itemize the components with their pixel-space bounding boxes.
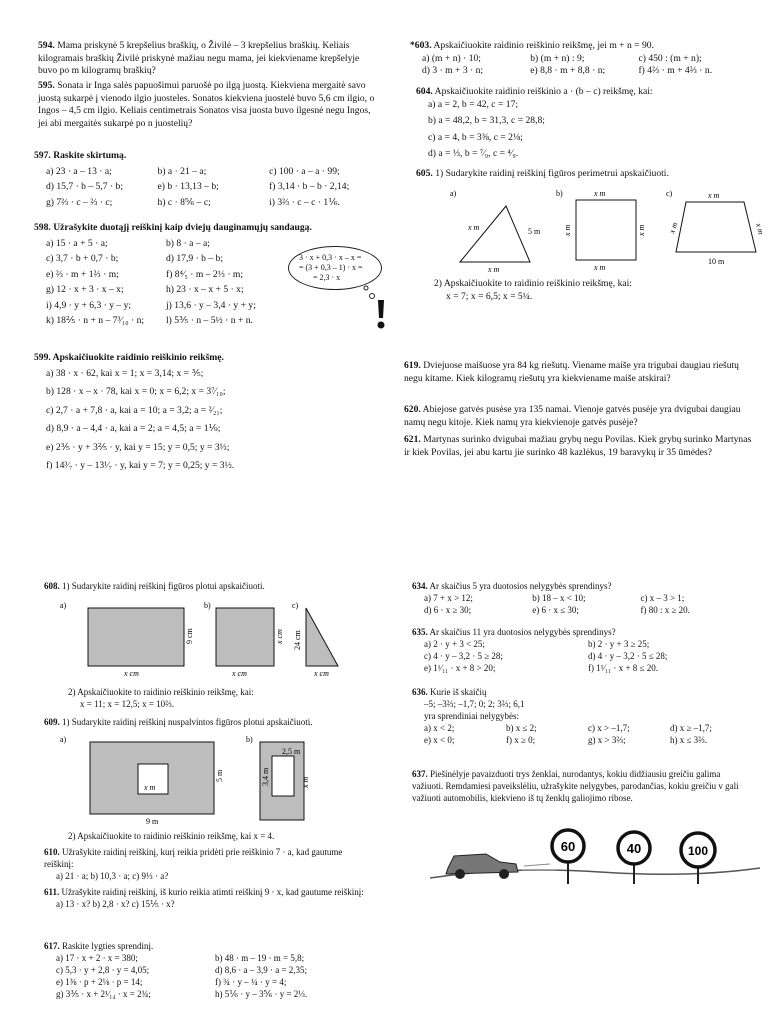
task-item: d) 17,9 · b – b; — [166, 253, 224, 264]
side-label: 9 m — [146, 817, 159, 826]
task-item: i) 3⅔ · c – c · 1⅙. — [269, 196, 340, 208]
side-label: x m — [488, 265, 500, 274]
part2-text: 2) Apskaičiuokite to raidinio reiškinio reikšmę, kai: — [434, 278, 632, 289]
task-item: c) 2,7 · a + 7,8 · a, kai a = 10; a = 3,2; a = ²⁄₂₁; — [46, 404, 223, 416]
task-item: h) c · 8⅚ – c; — [157, 196, 211, 208]
task-item: b) 8 · a – a; — [166, 237, 210, 249]
task-item: b) a = 48,2, b = 31,3, c = 28,8; — [428, 115, 545, 126]
task-item: k) 18⅖ · n + n – 7³⁄₁₀ · n; — [46, 315, 145, 326]
trapezoid-figure — [676, 202, 756, 252]
exercise-text: Mama priskynė 5 krepšelius braškių, o Živilė – 3 krepšelius braškių. Keliais kilogramais braškių Živilė priskynė mažiau negu mama, jei kiekviename krepšelyje buvo po m kilogramų braškių? — [38, 40, 360, 76]
exercise-609-part2: 2) Apskaičiuokite to raidinio reiškinio reikšmę, kai x = 4. — [68, 831, 275, 841]
exercise-text: Abiejose gatvės pusėse yra 135 namai. Vienoje gatvės pusėje yra dvigubai daugiau namų negu kitoje. Kiek namų yra kiekvienoje gatvės pusėje? — [404, 404, 741, 428]
right-triangle-figure — [306, 608, 338, 666]
exercise-title: Apskaičiuokite raidinio reiškinio a · (b – c) reikšmę, kai: — [434, 86, 653, 97]
exercise-621 — [404, 434, 754, 459]
task-item: b) 48 · m – 19 · m = 5,8; — [215, 953, 305, 963]
figure-label-b: b) — [246, 735, 253, 744]
exercise-number: 608. — [44, 581, 60, 591]
exercise-620 — [404, 404, 754, 429]
speed-limit-label: 60 — [560, 839, 576, 854]
task-item: e) 1⅜ · p + 2⅛ · p = 14; — [56, 977, 143, 987]
triangle-figure — [460, 206, 530, 262]
exercise-597 — [34, 150, 384, 212]
exercise-title: 1) Sudarykite raidinį reiškinį figūros plotui apskaičiuoti. — [62, 581, 265, 591]
side-label: x cm — [314, 669, 329, 678]
task-item: a) 23 · a – 13 · a; — [46, 165, 112, 177]
exercise-number: 617. — [44, 941, 60, 951]
task-item: g) x > 3⅔; — [588, 735, 626, 745]
task-item: f) ¾ · y – ¼ · y = 4; — [215, 977, 287, 987]
exercise-number: 598. — [34, 222, 51, 233]
part2-text: 2) Apskaičiuokite to raidinio reiškinio reikšmę, kai: — [68, 687, 254, 697]
side-label: 5 m — [528, 227, 541, 236]
task-item: d) 3 · m + 3 · n; — [422, 65, 484, 76]
side-label: x m — [754, 222, 766, 236]
figure-label-b: b) — [204, 601, 211, 610]
side-label: 10 m — [708, 257, 725, 266]
figure-label-c: c) — [666, 189, 673, 198]
exercise-635 — [412, 626, 752, 674]
task-item: c) 100 · a – a · 99; — [269, 165, 340, 177]
exercise-number: 605. — [416, 168, 433, 179]
exercise-605-part2 — [434, 278, 754, 303]
exercise-title: 1) Sudarykite raidinį reiškinį nuspalvintos figūros plotui apskaičiuoti. — [62, 717, 313, 727]
exercise-text: Dviejuose maišuose yra 84 kg riešutų. Viename maiše yra trigubai daugiau riešutų negu kitame. Kiek kilogramų riešutų yra kiekviename maiše atskirai? — [404, 360, 739, 384]
side-label: 3,4 m — [261, 767, 270, 786]
side-label: 5 m — [215, 769, 224, 782]
task-item: a) 15 · a + 5 · a; — [46, 237, 108, 249]
exercise-603 — [410, 40, 750, 78]
exercise-title: Apskaičiuokite raidinio reiškinio reikšmę, jei m + n = 90. — [433, 40, 654, 51]
exercise-609 — [44, 716, 374, 728]
side-label: 2,5 m — [282, 747, 301, 756]
exercise-text: Martynas surinko dvigubai mažiau grybų negu Povilas. Kiek grybų surinko Martynas ir kiek Povilas, jei abu kartu jie surinko 48 kazlėkus, 19 baravykų ir 35 ūmėdes? — [404, 434, 752, 458]
figure-label-b: b) — [556, 189, 563, 198]
task-item: j) 13,6 · y – 3,4 · y + y; — [166, 299, 256, 311]
shaded-area-figures — [60, 732, 360, 824]
exercise-608-part2 — [68, 686, 368, 710]
square-figure — [216, 608, 274, 666]
bubble-line: 3 · x + 0,3 · x – x = — [299, 253, 362, 262]
task-item: e) b · 13,13 – b; — [157, 181, 219, 192]
exercise-title: Ar skaičius 11 yra duotosios nelygybės sprendinys? — [429, 627, 616, 637]
side-label: x m — [468, 223, 480, 232]
exclamation-figure-icon — [360, 282, 390, 332]
bubble-line: = 2,3 · x — [313, 273, 341, 282]
side-label: x m — [594, 263, 606, 272]
task-item: b) 18 – x < 10; — [532, 593, 586, 603]
exercise-number: 619. — [404, 360, 421, 371]
task-item: f) x ≥ 0; — [506, 735, 536, 745]
task-item: d) 6 · x ≥ 30; — [424, 605, 472, 615]
exercise-number: 604. — [416, 86, 433, 97]
task-item: f) 8⁴⁄₅ · m – 2⅓ · m; — [166, 268, 244, 280]
task-item: b) (m + n) : 9; — [530, 52, 585, 64]
perimeter-figures — [440, 186, 766, 274]
task-item: c) 450 : (m + n); — [638, 52, 702, 64]
side-label: x m — [301, 776, 310, 788]
side-label: x m — [144, 783, 156, 792]
task-item: a) 38 · x · 62, kai x = 1; x = 3,14; x = ⅗; — [46, 367, 204, 379]
speed-limit-label: 40 — [626, 841, 642, 856]
part2-values: x = 7; x = 6,5; x = 5¼. — [446, 290, 533, 302]
task-item: g) 12 · x + 3 · x – x; — [46, 284, 124, 295]
exercise-610 — [44, 846, 374, 882]
task-item: a) a = 2, b = 42, c = 17; — [428, 98, 519, 110]
task-item: i) 4,9 · y + 6,3 · y – y; — [46, 299, 132, 311]
task-item: a) 17 · x + 2 · x = 380; — [56, 953, 138, 963]
task-item: b) a · 21 – a; — [157, 165, 207, 177]
task-item: e) 2⅗ · y + 3⅖ · y, kai y = 15; y = 0,5; y = 3⅓; — [46, 441, 230, 453]
task-item: a) (m + n) · 10; — [422, 52, 481, 64]
speed-sign-100 — [681, 833, 715, 884]
exercise-options: a) 13 · x? b) 2,8 · x? c) 15⅕ · x? — [56, 899, 175, 909]
exercise-title: Kurie iš skaičių — [430, 687, 487, 697]
task-item: b) 2 · y + 3 ≥ 25; — [588, 639, 650, 649]
exercise-title: Apskaičiuokite raidinio reiškinio reikšmę. — [52, 352, 224, 363]
exercise-number: 610. — [44, 847, 60, 857]
task-item: d) a = ⅓, b = ⁷⁄₉, c = ⁴⁄₉. — [428, 148, 519, 159]
exercise-619 — [404, 360, 754, 385]
exercise-number: 636. — [412, 687, 428, 697]
side-label: x m — [637, 224, 646, 236]
figure-label-c: c) — [292, 601, 299, 610]
exercise-title: Raskite skirtumą. — [53, 150, 127, 161]
task-item: c) x > –1,7; — [588, 723, 630, 733]
bubble-line: = (3 + 0,3 – 1) · x = — [299, 263, 363, 272]
side-label: x cm — [232, 669, 247, 678]
exercise-617 — [44, 940, 374, 1000]
speed-sign-40 — [618, 832, 650, 884]
task-item: g) 7⅔ · c – ⅔ · c; — [46, 196, 113, 208]
exercise-594 — [38, 40, 378, 78]
task-item: b) x ≤ 2; — [506, 723, 537, 733]
exercise-text: Sonata ir Inga salės papuošimui paruošė po ilgą juostą. Kiekviena mergaitė savo juostą sukarpė į vienodo ilgio juosteles. Sonatos kiekviena juostelė buvo 5,6 cm ilgio, o Ingos – 4,5 cm ilgio. Keliais centimetrais Sonatos visa juosta buvo ilgesnė negu Ingos, jei abi mergaitės sukarpė po n juostelių? — [38, 80, 375, 129]
exercise-number: 621. — [404, 434, 421, 445]
task-item: f) 1¹⁄₁₁ · x + 8 ≤ 20. — [588, 663, 658, 673]
exercise-636 — [412, 686, 752, 746]
task-item: c) 3,7 · b + 0,7 · b; — [46, 253, 119, 264]
exercise-634 — [412, 580, 752, 616]
figure-label-a: a) — [60, 601, 67, 610]
side-label: x m — [708, 191, 720, 200]
figure-label-a: a) — [60, 735, 67, 744]
task-item: l) 5⅗ · n – 5½ · n + n. — [166, 315, 253, 326]
exercise-599 — [34, 352, 384, 479]
area-figures — [60, 598, 370, 680]
task-item: e) 8,8 · m + 8,8 · n; — [530, 65, 606, 76]
task-item: d) x ≥ –1,7; — [670, 723, 712, 733]
task-item: e) ⅔ · m + 1⅔ · m; — [46, 268, 119, 280]
task-item: h) 23 · x – x + 5 · x; — [166, 284, 244, 295]
rectangle-figure — [88, 608, 184, 666]
task-item: d) 8,9 · a – 4,4 · a, kai a = 2; a = 4,5; a = 1⅑; — [46, 423, 221, 434]
side-label: x m — [594, 189, 606, 198]
side-label: x cm — [275, 629, 284, 644]
exercise-text: Piešinėlyje pavaizduoti trys ženklai, nurodantys, kokiu didžiausiu greičiu galima važiuoti. Remdamiesi paveikslėliu, užrašykite nelygybes, parodančias, kokiu greičiu v gali važiuoti automobilis, kiekvieno iš tų ženklų galiojimo ribose. — [412, 769, 739, 803]
task-item: a) 7 + x > 12; — [424, 593, 473, 603]
task-item: c) a = 4, b = 3⅜, c = 2⅛; — [428, 131, 523, 143]
task-item: f) 80 : x ≥ 20. — [640, 605, 690, 615]
task-item: e) 1¹⁄₁₁ · x + 8 > 20; — [424, 663, 496, 673]
task-item: g) 3⅗ · x + 2¹⁄₁₄ · x = 2¾; — [56, 989, 151, 999]
side-label: 9 cm — [185, 628, 194, 644]
exercise-number: 611. — [44, 887, 60, 897]
exercise-number: 620. — [404, 404, 421, 415]
exercise-title: 1) Sudarykite raidinį reiškinį figūros perimetrui apskaičiuoti. — [435, 168, 669, 179]
task-item: b) 128 · x – x · 78, kai x = 0; x = 6,2; x = 3⁷⁄₁₀; — [46, 386, 226, 397]
exercise-number: 595. — [38, 80, 55, 91]
exercise-number: 599. — [34, 352, 51, 363]
task-item: c) x – 3 > 1; — [640, 593, 685, 603]
exercise-608 — [44, 580, 374, 592]
exercise-604 — [416, 86, 746, 165]
exercise-text: Užrašykite raidinį reiškinį, iš kurio reikia atimti reiškinį 9 · x, kad gautume reiškinį: — [61, 887, 364, 897]
speed-limit-label: 100 — [687, 844, 709, 858]
task-item: c) 4 · y – 3,2 · 5 ≥ 28; — [424, 651, 503, 661]
exercise-number: *603. — [410, 40, 432, 51]
task-item: f) 3,14 · b – b · 2,14; — [269, 181, 350, 192]
side-label: x m — [667, 221, 680, 235]
exercise-637 — [412, 768, 752, 804]
task-item: h) x ≤ 3⅔. — [670, 735, 708, 745]
side-label: x cm — [124, 669, 139, 678]
road-signs-illustration — [430, 826, 760, 886]
exercise-text: Užrašykite raidinį reiškinį, kurį reikia pridėti prie reiškinio 7 · a, kad gautume reiškinį: — [44, 847, 343, 869]
exercise-number: 634. — [412, 581, 428, 591]
exercise-number: 637. — [412, 769, 428, 779]
side-label: 24 cm — [293, 630, 302, 650]
exercise-title: Raskite lygties sprendinį. — [62, 941, 154, 951]
exercise-605 — [416, 168, 756, 181]
speed-sign-60 — [552, 830, 584, 884]
figure-label-a: a) — [450, 189, 457, 198]
side-label: x m — [563, 224, 572, 236]
exercise-611 — [44, 886, 374, 910]
task-item: e) 6 · x ≤ 30; — [532, 605, 579, 615]
car-icon — [446, 854, 556, 879]
square-figure — [576, 200, 636, 260]
task-item: e) x < 0; — [424, 735, 455, 745]
task-item: a) 2 · y + 3 < 25; — [424, 639, 485, 649]
number-list: –5; –3⅔; –1,7; 0; 2; 3⅔; 6,1 — [424, 699, 525, 709]
exercise-title: Ar skaičius 5 yra duotosios nelygybės sprendinys? — [429, 581, 612, 591]
exercise-number: 635. — [412, 627, 428, 637]
exercise-options: a) 21 · a; b) 10,3 · a; c) 9⅓ · a? — [56, 871, 169, 881]
task-item: d) 4 · y – 3,2 · 5 ≤ 28; — [588, 651, 668, 661]
task-item: f) 14³⁄₇ · y – 13¹⁄₇ · y, kai y = 7; y = 0,25; y = 3½. — [46, 460, 235, 471]
exercise-number: 597. — [34, 150, 51, 161]
inner-rectangle — [272, 756, 294, 796]
task-item: c) 5,3 · y + 2,8 · y = 4,05; — [56, 965, 150, 975]
task-item: a) x < 2; — [424, 723, 455, 733]
task-item: h) 5⅙ · y – 3⅚ · y = 2⅓. — [215, 989, 308, 999]
part2-values: x = 11; x = 12,5; x = 10⅔. — [80, 699, 175, 709]
task-item: d) 15,7 · b – 5,7 · b; — [46, 181, 124, 192]
task-item: f) 4⅔ · m + 4⅔ · n. — [638, 65, 713, 76]
task-item: d) 8,6 · a – 3,9 · a = 2,35; — [215, 965, 308, 975]
exercise-number: 609. — [44, 717, 60, 727]
exercise-595 — [38, 80, 378, 130]
exercise-title: Užrašykite duotąjį reiškinį kaip dviejų dauginamųjų sandaugą. — [53, 222, 312, 233]
exercise-number: 594. — [38, 40, 55, 51]
subtitle: yra sprendiniai nelygybės: — [424, 711, 519, 721]
